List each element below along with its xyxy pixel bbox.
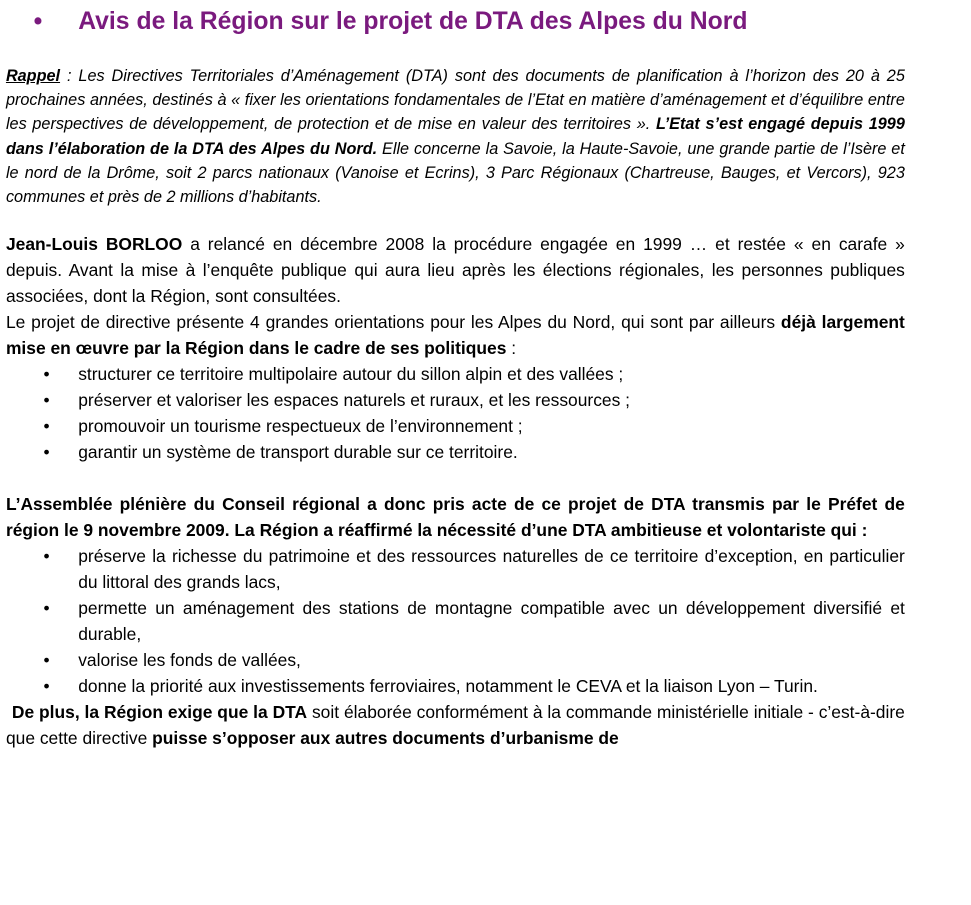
list-item: • structurer ce territoire multipolaire autour du sillon alpin et des vallées ; — [6, 361, 905, 387]
spacer — [6, 465, 905, 491]
heading-title: Avis de la Région sur le projet de DTA des Alpes du Nord — [78, 7, 748, 35]
orientations-intro-text-1: Le projet de directive présente 4 grandes orientations pour les Alpes du Nord, qui sont par ailleurs — [5, 312, 781, 333]
orientations-intro — [6, 309, 905, 361]
heading-bullet: • — [33, 7, 43, 35]
de-plus-paragraph — [6, 699, 905, 751]
de-plus-text: soit élaborée conformément à la commande ministérielle initiale - c’est-à-dire que cette directive — [5, 702, 905, 749]
list-item: • préserver et valoriser les espaces naturels et ruraux, et les ressources ; — [6, 387, 905, 413]
list-item: • préserve la richesse du patrimoine et des ressources naturelles de ce territoire d’exception, en particulier du littoral des grands lacs, — [6, 543, 905, 595]
orientations-list — [6, 361, 905, 465]
list-item: • permette un aménagement des stations de montagne compatible avec un développement diversifié et durable, — [6, 595, 905, 647]
orientations-intro-text-2: : — [506, 338, 517, 359]
orientations-intro-bold: déjà largement mise en œuvre par la Région dans le cadre de ses politiques — [5, 312, 905, 359]
rappel-paragraph — [6, 64, 905, 209]
rappel-text-2: Elle concerne la Savoie, la Haute-Savoie, une grande partie de l’Isère et le nord de la Drôme, soit 2 parcs nationaux (Vanoise et Ecrins), 3 Parc Régionaux (Chartreuse, Bauges, et Vercors), 923 communes et près de 2 millions d’habitants. — [5, 139, 905, 207]
rappel-lead: Rappel — [5, 67, 61, 85]
list-item: • valorise les fonds de vallées, — [6, 647, 905, 673]
section-heading — [6, 4, 905, 38]
borloo-text: a relancé en décembre 2008 la procédure engagée en 1999 … et restée « en carafe » depuis. Avant la mise à l’enquête publique qui aura lieu après les élections régionales, les personnes publiques associées, dont la Région, sont consultées. — [5, 234, 905, 307]
exigences-list — [6, 543, 905, 699]
rappel-bold: L’Etat s’est engagé depuis 1999 dans l’élaboration de la DTA des Alpes du Nord. — [5, 115, 905, 158]
de-plus-bold-2: puisse s’opposer aux autres documents d’urbanisme de — [152, 728, 619, 749]
list-item: • garantir un système de transport durable sur ce territoire. — [6, 439, 905, 465]
rappel-text-1: : Les Directives Territoriales d’Aménagement (DTA) sont des documents de planification à l’horizon des 20 à 25 prochaines années, destinés à « fixer les orientations fondamentales de l’Etat en matière d’aménagement et d’équilibre entre les perspectives de développement, de protection et de mise en valeur des territoires ». — [5, 67, 905, 134]
list-item: • donne la priorité aux investissements ferroviaires, notamment le CEVA et la liaison Lyon – Turin. — [6, 673, 905, 699]
borloo-paragraph — [6, 231, 905, 309]
list-item: • promouvoir un tourisme respectueux de l’environnement ; — [6, 413, 905, 439]
borloo-name: Jean-Louis BORLOO — [5, 234, 183, 255]
assemblee-paragraph: L’Assemblée plénière du Conseil régional a donc pris acte de ce projet de DTA transmis par le Préfet de région le 9 novembre 2009. La Région a réaffirmé la nécessité d’une DTA ambitieuse et volontariste qui : — [5, 494, 905, 541]
de-plus-bold-1: De plus, la Région exige que la DTA — [11, 702, 308, 723]
